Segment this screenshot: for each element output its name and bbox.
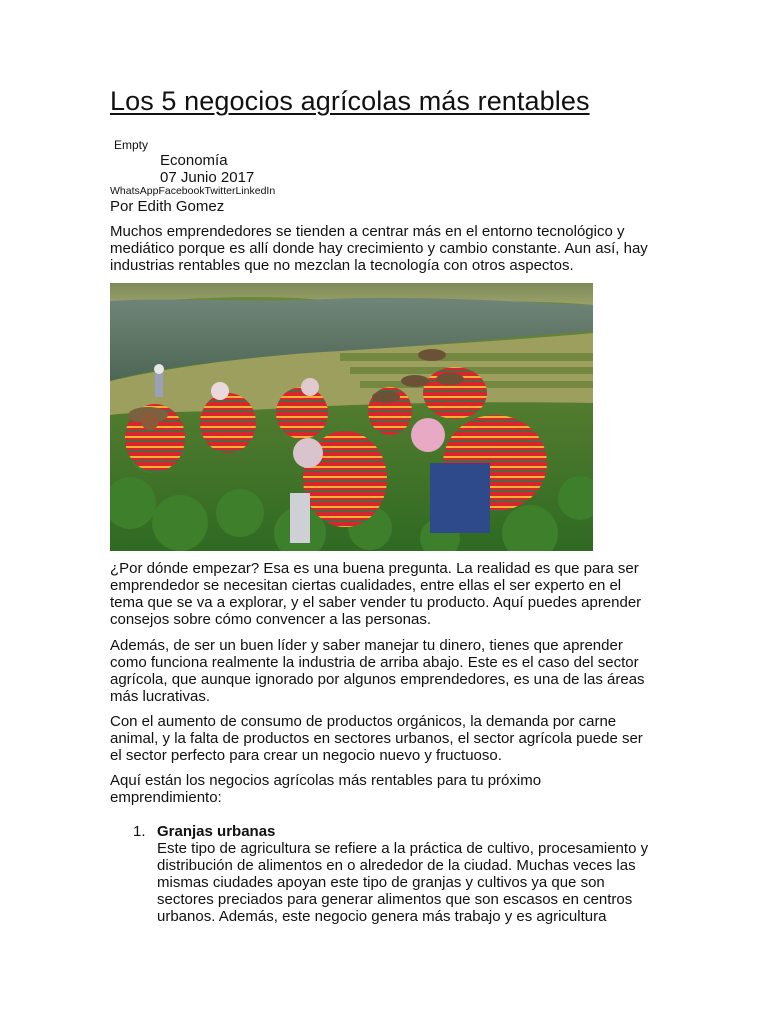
- list-item-text: Este tipo de agricultura se refiere a la práctica de cultivo, procesamiento y distribución de alimentos en o alrededor de la ciudad. Muchas veces las mismas ciudades apoyan este tipo de granjas y cultivos ya que son sectores preciados para generar alimentos que son escasos en centros urbanos. Además, este negocio genera más trabajo y es agricultura: [157, 840, 649, 925]
- list-item: [157, 823, 657, 925]
- image-placeholder-label: Empty: [114, 138, 149, 152]
- paragraph-4: Con el aumento de consumo de productos orgánicos, la demanda por carne animal, y la falta de productos en sectores urbanos, el sector agrícola puede ser el sector perfecto para crear un negocio nuevo y fructuoso.: [110, 713, 643, 764]
- article-date: 07 Junio 2017: [160, 169, 255, 186]
- article-author: Por Edith Gomez: [110, 198, 225, 215]
- share-links[interactable]: WhatsAppFacebookTwitterLinkedIn: [110, 185, 276, 197]
- paragraph-5: Aquí están los negocios agrícolas más rentables para tu próximo emprendimiento:: [110, 772, 542, 806]
- farmers-photo: [110, 283, 593, 551]
- intro-paragraph: Muchos emprendedores se tienden a centrar más en el entorno tecnológico y mediático porque es allí donde hay crecimiento y cambio constante. Aun así, hay industrias rentables que no mezclan la tecnología con otros aspectos.: [110, 223, 648, 274]
- list-item-number: 1.: [133, 823, 146, 840]
- paragraph-3: Además, de ser un buen líder y saber manejar tu dinero, tienes que aprender como funciona realmente la industria de arriba abajo. Este es el caso del sector agrícola, que aunque ignorado por algunos emprendedores, es una de las áreas más lucrativas.: [110, 637, 645, 705]
- article-category[interactable]: Economía: [160, 152, 228, 169]
- list-item-heading: Granjas urbanas: [157, 823, 276, 840]
- paragraph-2: ¿Por dónde empezar? Esa es una buena pregunta. La realidad es que para ser emprendedor se necesitan ciertas cualidades, entre ellas el ser experto en el tema que se va a explorar, y el saber vender tu producto. Aquí puedes aprender consejos sobre cómo convencer a las personas.: [110, 560, 642, 628]
- article-title: Los 5 negocios agrícolas más rentables: [110, 86, 590, 116]
